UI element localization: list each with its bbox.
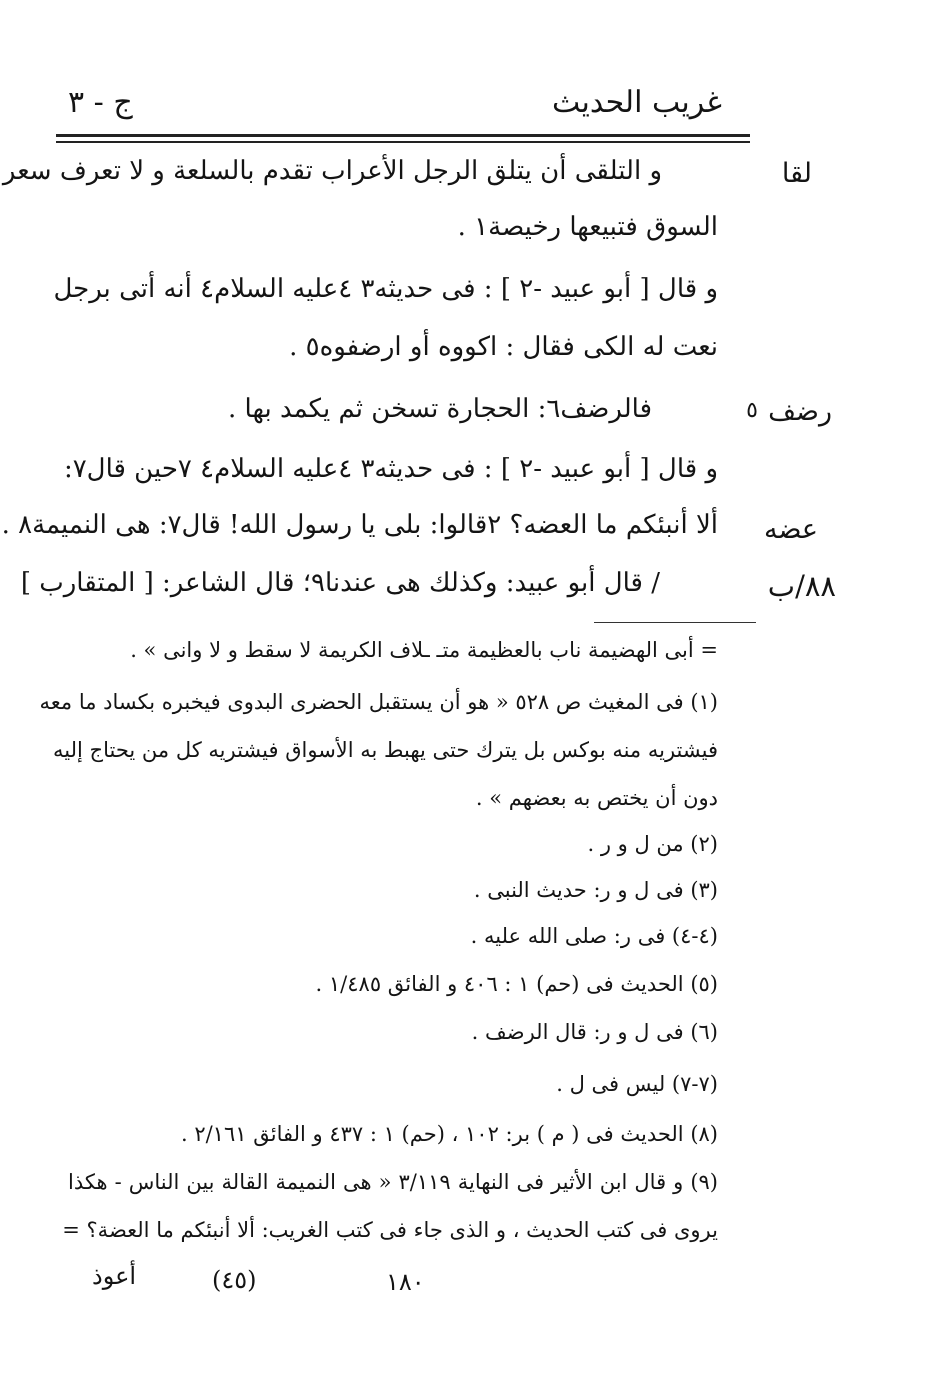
footnote-line: (٦) فى ل و ر: قال الرضف .: [471, 1020, 718, 1044]
main-text-line: فالرضف٦: الحجارة تسخن ثم يكمد بها .: [228, 394, 652, 424]
main-text-line: / قال أبو عبيد: وكذلك هى عندنا٩؛ قال الشاعر: [ المتقارب ]: [20, 568, 660, 598]
main-text-line: السوق فتبيعها رخيصة١ .: [457, 212, 718, 242]
catchword: أعوذ: [92, 1262, 137, 1290]
footnote-line: (٩) و قال ابن الأثير فى النهاية ٣/١١٩ « هى النميمة القالة بين الناس - هكذا: [68, 1170, 718, 1194]
footnote-line: يروى فى كتب الحديث ، و الذى جاء فى كتب الغريب: ألا أنبئكم ما العضة؟ =: [62, 1218, 718, 1242]
footnote-line: (٥) الحديث فى (حم) ١ : ٤٠٦ و الفائق ١/٤٨٥ .: [315, 972, 718, 996]
margin-note-number: ٥: [746, 398, 758, 423]
footnote-line: (٣) فى ل و ر: حديث النبى .: [473, 878, 718, 902]
footnote-line: (٤-٤) فى ر: صلى الله عليه .: [470, 924, 718, 948]
page-number: ١٨٠: [386, 1268, 425, 1296]
header-rule-thick: [56, 134, 750, 137]
footnote-line: (١) فى المغيث ص ٥٢٨ « هو أن يستقبل الحضرى البدوى فيخبره بكساد ما معه: [39, 690, 718, 714]
footnote-separator: [594, 622, 756, 623]
main-text-line: ألا أنبئكم ما العضه؟ ٢قالوا: بلى يا رسول الله! قال٧: هى النميمة٨ .: [1, 510, 718, 540]
main-text-line: و قال [ أبو عبيد -٢ ] : فى حديثه٣ ٤عليه السلام٤ ٧حين قال٧:: [63, 454, 718, 484]
header-rule-thin: [56, 141, 750, 143]
footnote-line: (٨) الحديث فى ( م ) بر: ١٠٢ ، (حم) ١ : ٤٣٧ و الفائق ٢/١٦١ .: [180, 1122, 718, 1146]
main-text-line: و التلقى أن يتلق الرجل الأعراب تقدم بالسلعة و لا تعرف سعر: [2, 156, 662, 186]
footnote-line: دون أن يختص به بعضهم » .: [475, 786, 718, 810]
printer-signature: (٤٥): [212, 1266, 257, 1294]
margin-word-laqa: لقا: [781, 158, 812, 189]
main-text-line: نعت له الكى فقال : اكووه أو ارضفوه٥ .: [289, 332, 718, 362]
margin-word-radf: رضف: [768, 396, 832, 427]
manuscript-folio-marker: ٨٨/ب: [767, 569, 836, 603]
footnote-line: (٢) من ل و ر .: [587, 832, 718, 856]
main-text-line: و قال [ أبو عبيد -٢ ] : فى حديثه٣ ٤عليه السلام٤ أنه أتى برجل: [53, 274, 718, 304]
footnote-line: (٧-٧) ليس فى ل .: [556, 1072, 718, 1096]
footnote-line: = أبى الهضيمة ناب بالعظيمة متـ ـلاف الكريمة لا سقط و لا وانى » .: [130, 638, 718, 662]
volume-label: ج - ٣: [68, 85, 133, 120]
footnote-line: فيشتريه منه بوكس بل يترك حتى يهبط به الأسواق فيشتريه كل من يحتاج إليه: [53, 738, 718, 762]
running-title: غريب الحديث: [552, 85, 722, 120]
margin-word-adh: عضه: [764, 514, 818, 545]
